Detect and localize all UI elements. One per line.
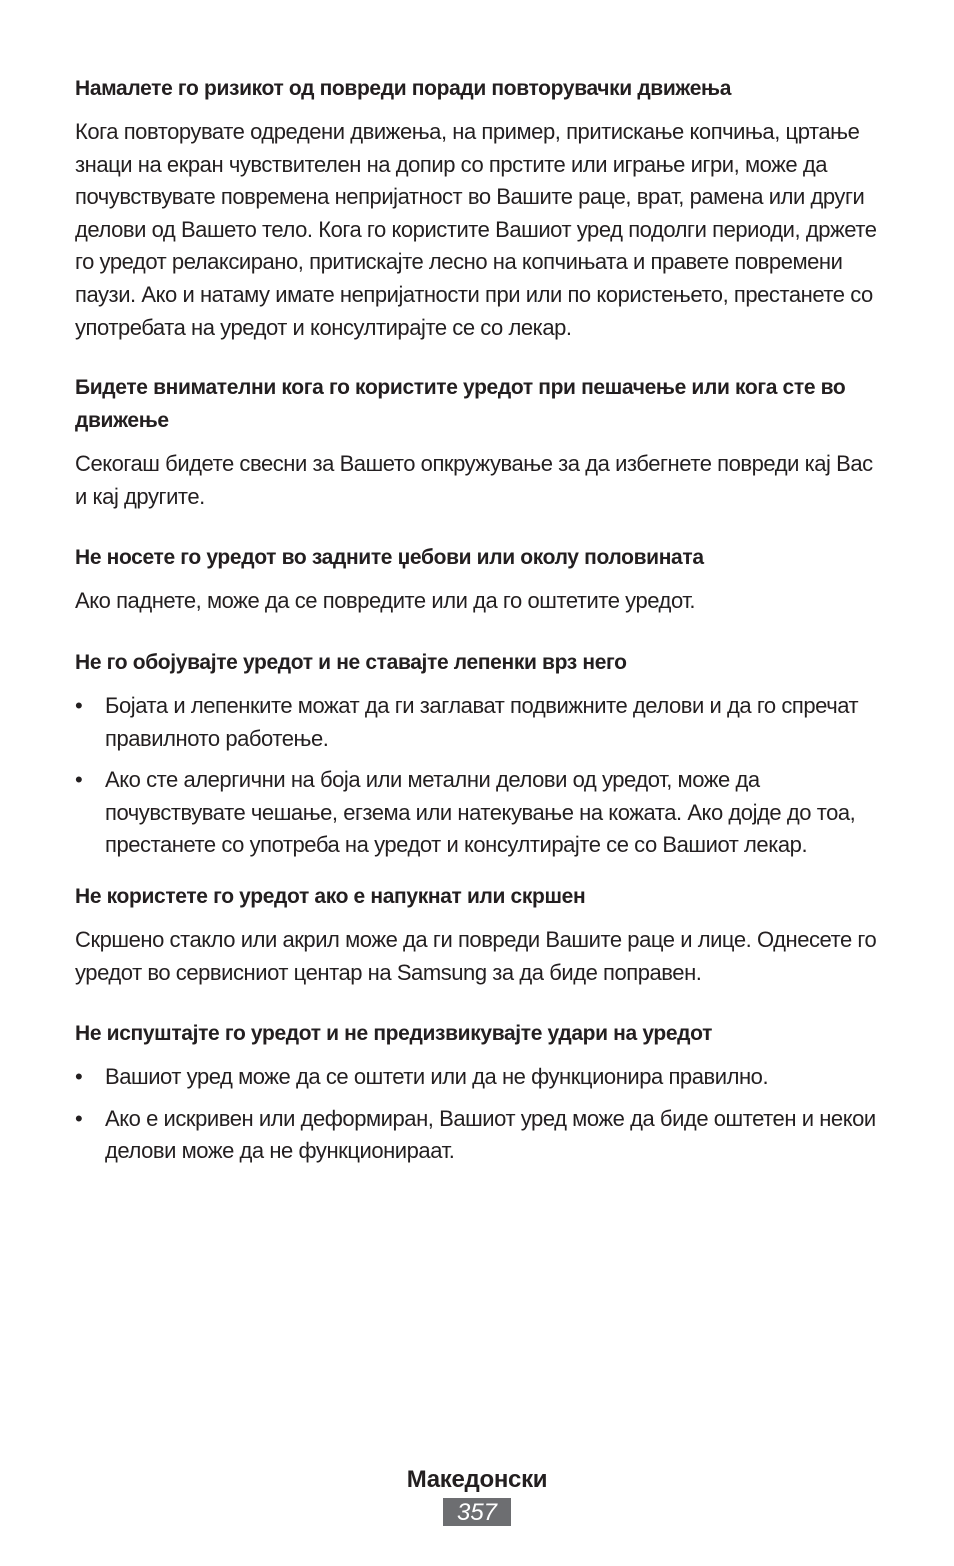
- section-paragraph: Скршено стакло или акрил може да ги повреди Вашите раце и лице. Однесете го уредот во сервисниот центар на Samsung за да биде поправен.: [75, 926, 877, 985]
- bullet-icon: •: [75, 1064, 83, 1090]
- section-heading: Не го обојувајте уредот и не ставајте лепенки врз него: [75, 650, 627, 674]
- section-paragraph: Ако паднете, може да се повредите или да го оштетите уредот.: [75, 588, 696, 614]
- list-item: [75, 1103, 883, 1168]
- section-repetitive-motion: [75, 72, 883, 344]
- section-heading: Не користете го уредот ако е напукнат или скршен: [75, 884, 586, 908]
- list-item-text: Ако е искривен или деформиран, Вашиот уред може да биде оштетен и некои делови може да не функционираат.: [105, 1105, 876, 1164]
- section-paint-stickers: [75, 646, 883, 862]
- section-cracked-device: [75, 880, 883, 989]
- list-item-text: Бојата и лепенките можат да ги заглават подвижните делови и да го спречат правилното работење.: [105, 692, 859, 751]
- page-footer: [0, 1462, 954, 1526]
- footer-language: Македонски: [406, 1466, 548, 1493]
- bullet-icon: •: [75, 767, 83, 793]
- list-item-text: Ако сте алергични на боја или метални делови од уредот, може да почувствувате чешање, егзема или натекување на кожата. Ако дојде до тоа, престанете со употреба на уредот и консултирајте се со Вашиот лекар.: [105, 767, 856, 858]
- section-heading: Намалете го ризикот од повреди поради повторувачки движења: [75, 77, 732, 100]
- bullet-list: [75, 690, 883, 862]
- list-item: [75, 1061, 883, 1094]
- section-paragraph: Кога повторувате одредени движења, на пример, притискање копчиња, цртање знаци на екран чувствителен на допир со прстите или играње игри, може да почувствувате повремена непријатност во Вашите раце, врат, рамена или други делови од Вашето тело. Кога го користите Вашиот уред подолги периоди, држете го уредот релаксирано, притискајте лесно на копчињата и правете повремени паузи. Ако и натаму имате непријатности при или по користењето, престанете со употребата на уредот и консултирајте се со лекар.: [75, 119, 877, 340]
- document-body: [75, 72, 883, 1177]
- list-item-text: Вашиот уред може да се оштети или да не функционира правилно.: [105, 1064, 769, 1090]
- section-paragraph: Секогаш бидете свесни за Вашето опкружување за да избегнете повреди кај Вас и кај другите.: [75, 451, 873, 509]
- section-back-pockets: [75, 541, 883, 618]
- page-number-badge: 357: [443, 1498, 511, 1526]
- list-item: [75, 764, 883, 862]
- bullet-icon: •: [75, 692, 83, 718]
- section-walking: [75, 371, 883, 513]
- section-drop-impact: [75, 1017, 883, 1168]
- bullet-icon: •: [75, 1105, 83, 1131]
- section-heading: Не испуштајте го уредот и не предизвикувајте удари на уредот: [75, 1022, 713, 1046]
- section-heading: Не носете го уредот во задните џебови или околу половината: [75, 546, 704, 570]
- list-item: [75, 690, 883, 755]
- section-heading: Бидете внимателни кога го користите уредот при пешачење или кога сте во движење: [75, 376, 846, 433]
- bullet-list: [75, 1061, 883, 1168]
